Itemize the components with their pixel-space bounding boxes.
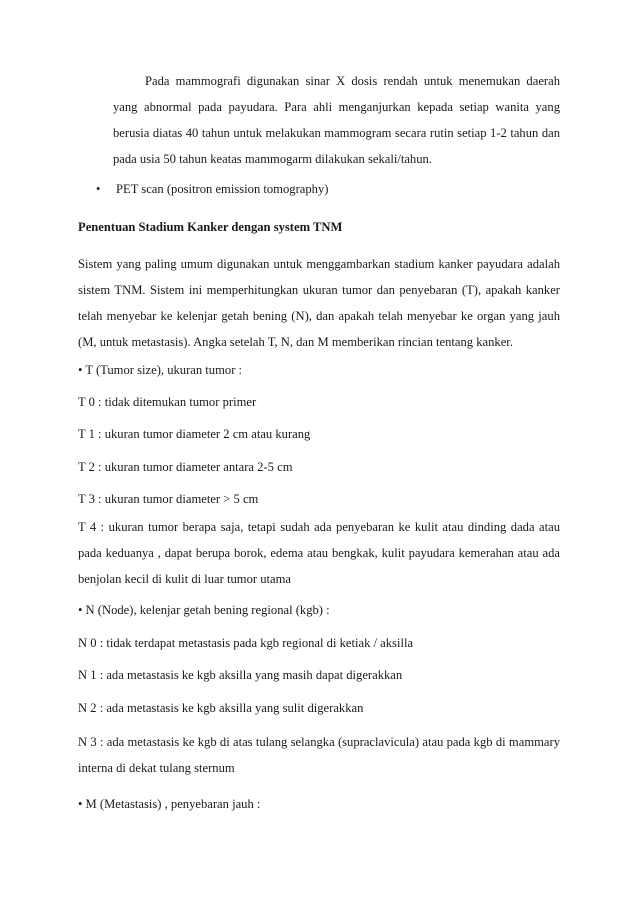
n0-item: N 0 : tidak terdapat metastasis pada kgb regional di ketiak / aksilla [78, 636, 414, 650]
bullet-item-pet-scan [96, 180, 328, 198]
t4-item: T 4 : ukuran tumor berapa saja, tetapi sudah ada penyebaran ke kulit atau dinding dada atau pada keduanya , dapat berupa borok, edema atau bengkak, kulit payudara kemerahan atau ada benjolan kecil di kulit di luar tumor utama [78, 520, 560, 586]
mammography-text: Pada mammografi digunakan sinar X dosis rendah untuk menemukan daerah yang abnormal pada payudara. Para ahli menganjurkan kepada setiap wanita yang berusia diatas 40 tahun untuk melakukan mammogram secara rutin setiap 1-2 tahun dan pada usia 50 tahun keatas mammogarm dilakukan sekali/tahun. [113, 74, 560, 166]
bullet-icon: • [96, 182, 101, 196]
m-header: • M (Metastasis) , penyebaran jauh : [78, 797, 261, 811]
n1-item: N 1 : ada metastasis ke kgb aksilla yang masih dapat digerakkan [78, 668, 403, 682]
mammography-paragraph [113, 68, 560, 172]
t0-item: T 0 : tidak ditemukan tumor primer [78, 395, 257, 409]
n3-item: N 3 : ada metastasis ke kgb di atas tulang selangka (supraclavicula) atau pada kgb di mammary interna di dekat tulang sternum [78, 735, 560, 775]
t1-item: T 1 : ukuran tumor diameter 2 cm atau kurang [78, 427, 311, 441]
t3-item: T 3 : ukuran tumor diameter > 5 cm [78, 492, 259, 506]
t2-item: T 2 : ukuran tumor diameter antara 2-5 cm [78, 460, 293, 474]
n-header: • N (Node), kelenjar getah bening regional (kgb) : [78, 603, 330, 617]
section-heading: Penentuan Stadium Kanker dengan system TNM [78, 220, 343, 234]
t-header: • T (Tumor size), ukuran tumor : [78, 363, 243, 377]
bullet-pet-text: PET scan (positron emission tomography) [116, 182, 329, 196]
n2-item: N 2 : ada metastasis ke kgb aksilla yang sulit digerakkan [78, 701, 364, 715]
tnm-intro-paragraph: Sistem yang paling umum digunakan untuk menggambarkan stadium kanker payudara adalah sistem TNM. Sistem ini memperhitungkan ukuran tumor dan penyebaran (T), apakah kanker telah menyebar ke kelenjar getah bening (N), dan apakah telah menyebar ke organ yang jauh (M, untuk metastasis). Angka setelah T, N, dan M memberikan rincian tentang kanker. [78, 257, 560, 349]
